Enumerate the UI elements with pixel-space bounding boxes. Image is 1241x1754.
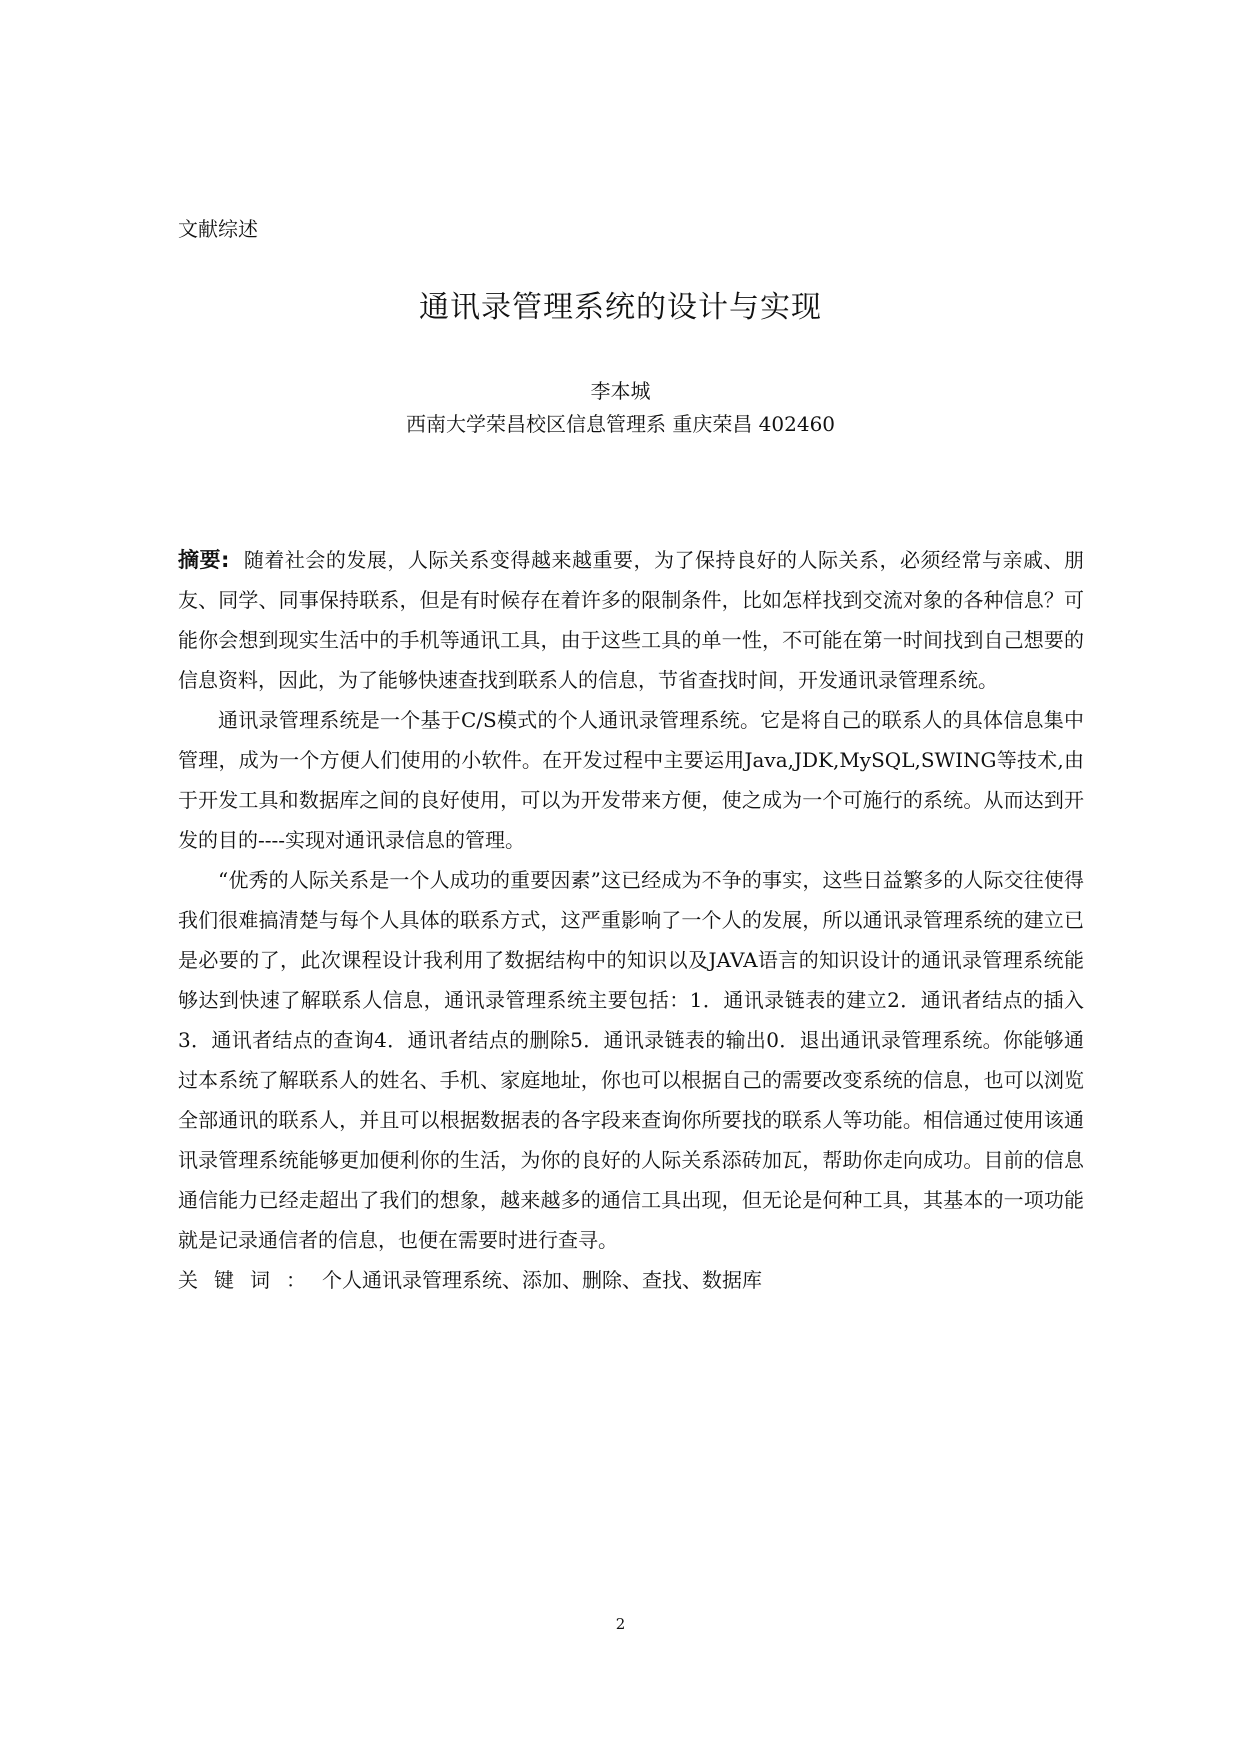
abstract-paragraph-1	[178, 540, 1084, 700]
keywords-label: 关键词：	[178, 1268, 322, 1292]
abstract-body	[178, 540, 1084, 1300]
keywords-line	[178, 1260, 1084, 1300]
author-name: 李本城	[590, 379, 651, 403]
document-title: 通讯录管理系统的设计与实现	[419, 290, 822, 325]
keywords-text: 个人通讯录管理系统、添加、删除、查找、数据库	[322, 1268, 762, 1292]
author-affiliation: 西南大学荣昌校区信息管理系 重庆荣昌 402460	[405, 412, 836, 436]
page-number: 2	[615, 1615, 626, 1633]
abstract-label: 摘要:	[178, 548, 230, 572]
abstract-paragraph-1-text: 随着社会的发展，人际关系变得越来越重要，为了保持良好的人际关系，必须经常与亲戚、朋友、同学、同事保持联系，但是有时候存在着许多的限制条件，比如怎样找到交流对象的各种信息？可能你会想到现实生活中的手机等通讯工具，由于这些工具的单一性，不可能在第一时间找到自己想要的信息资料，因此，为了能够快速查找到联系人的信息，节省查找时间，开发通讯录管理系统。	[178, 548, 1084, 692]
section-label: 文献综述	[178, 217, 258, 241]
abstract-paragraph-2: 通讯录管理系统是一个基于C/S模式的个人通讯录管理系统。它是将自己的联系人的具体信息集中管理，成为一个方便人们使用的小软件。在开发过程中主要运用Java,JDK,MySQL,SWING等技术,由于开发工具和数据库之间的良好使用，可以为开发带来方便，使之成为一个可施行的系统。从而达到开发的目的----实现对通讯录信息的管理。	[178, 708, 1084, 852]
abstract-paragraph-3: “优秀的人际关系是一个人成功的重要因素”这已经成为不争的事实，这些日益繁多的人际交往使得我们很难搞清楚与每个人具体的联系方式，这严重影响了一个人的发展，所以通讯录管理系统的建立已是必要的了，此次课程设计我利用了数据结构中的知识以及JAVA语言的知识设计的通讯录管理系统能够达到快速了解联系人信息，通讯录管理系统主要包括：1．通讯录链表的建立2．通讯者结点的插入3．通讯者结点的查询4．通讯者结点的删除5．通讯录链表的输出0．退出通讯录管理系统。你能够通过本系统了解联系人的姓名、手机、家庭地址，你也可以根据自己的需要改变系统的信息，也可以浏览全部通讯的联系人，并且可以根据数据表的各字段来查询你所要找的联系人等功能。相信通过使用该通讯录管理系统能够更加便利你的生活，为你的良好的人际关系添砖加瓦，帮助你走向成功。目前的信息通信能力已经走超出了我们的想象，越来越多的通信工具出现，但无论是何种工具，其基本的一项功能就是记录通信者的信息，也便在需要时进行查寻。	[178, 868, 1084, 1252]
